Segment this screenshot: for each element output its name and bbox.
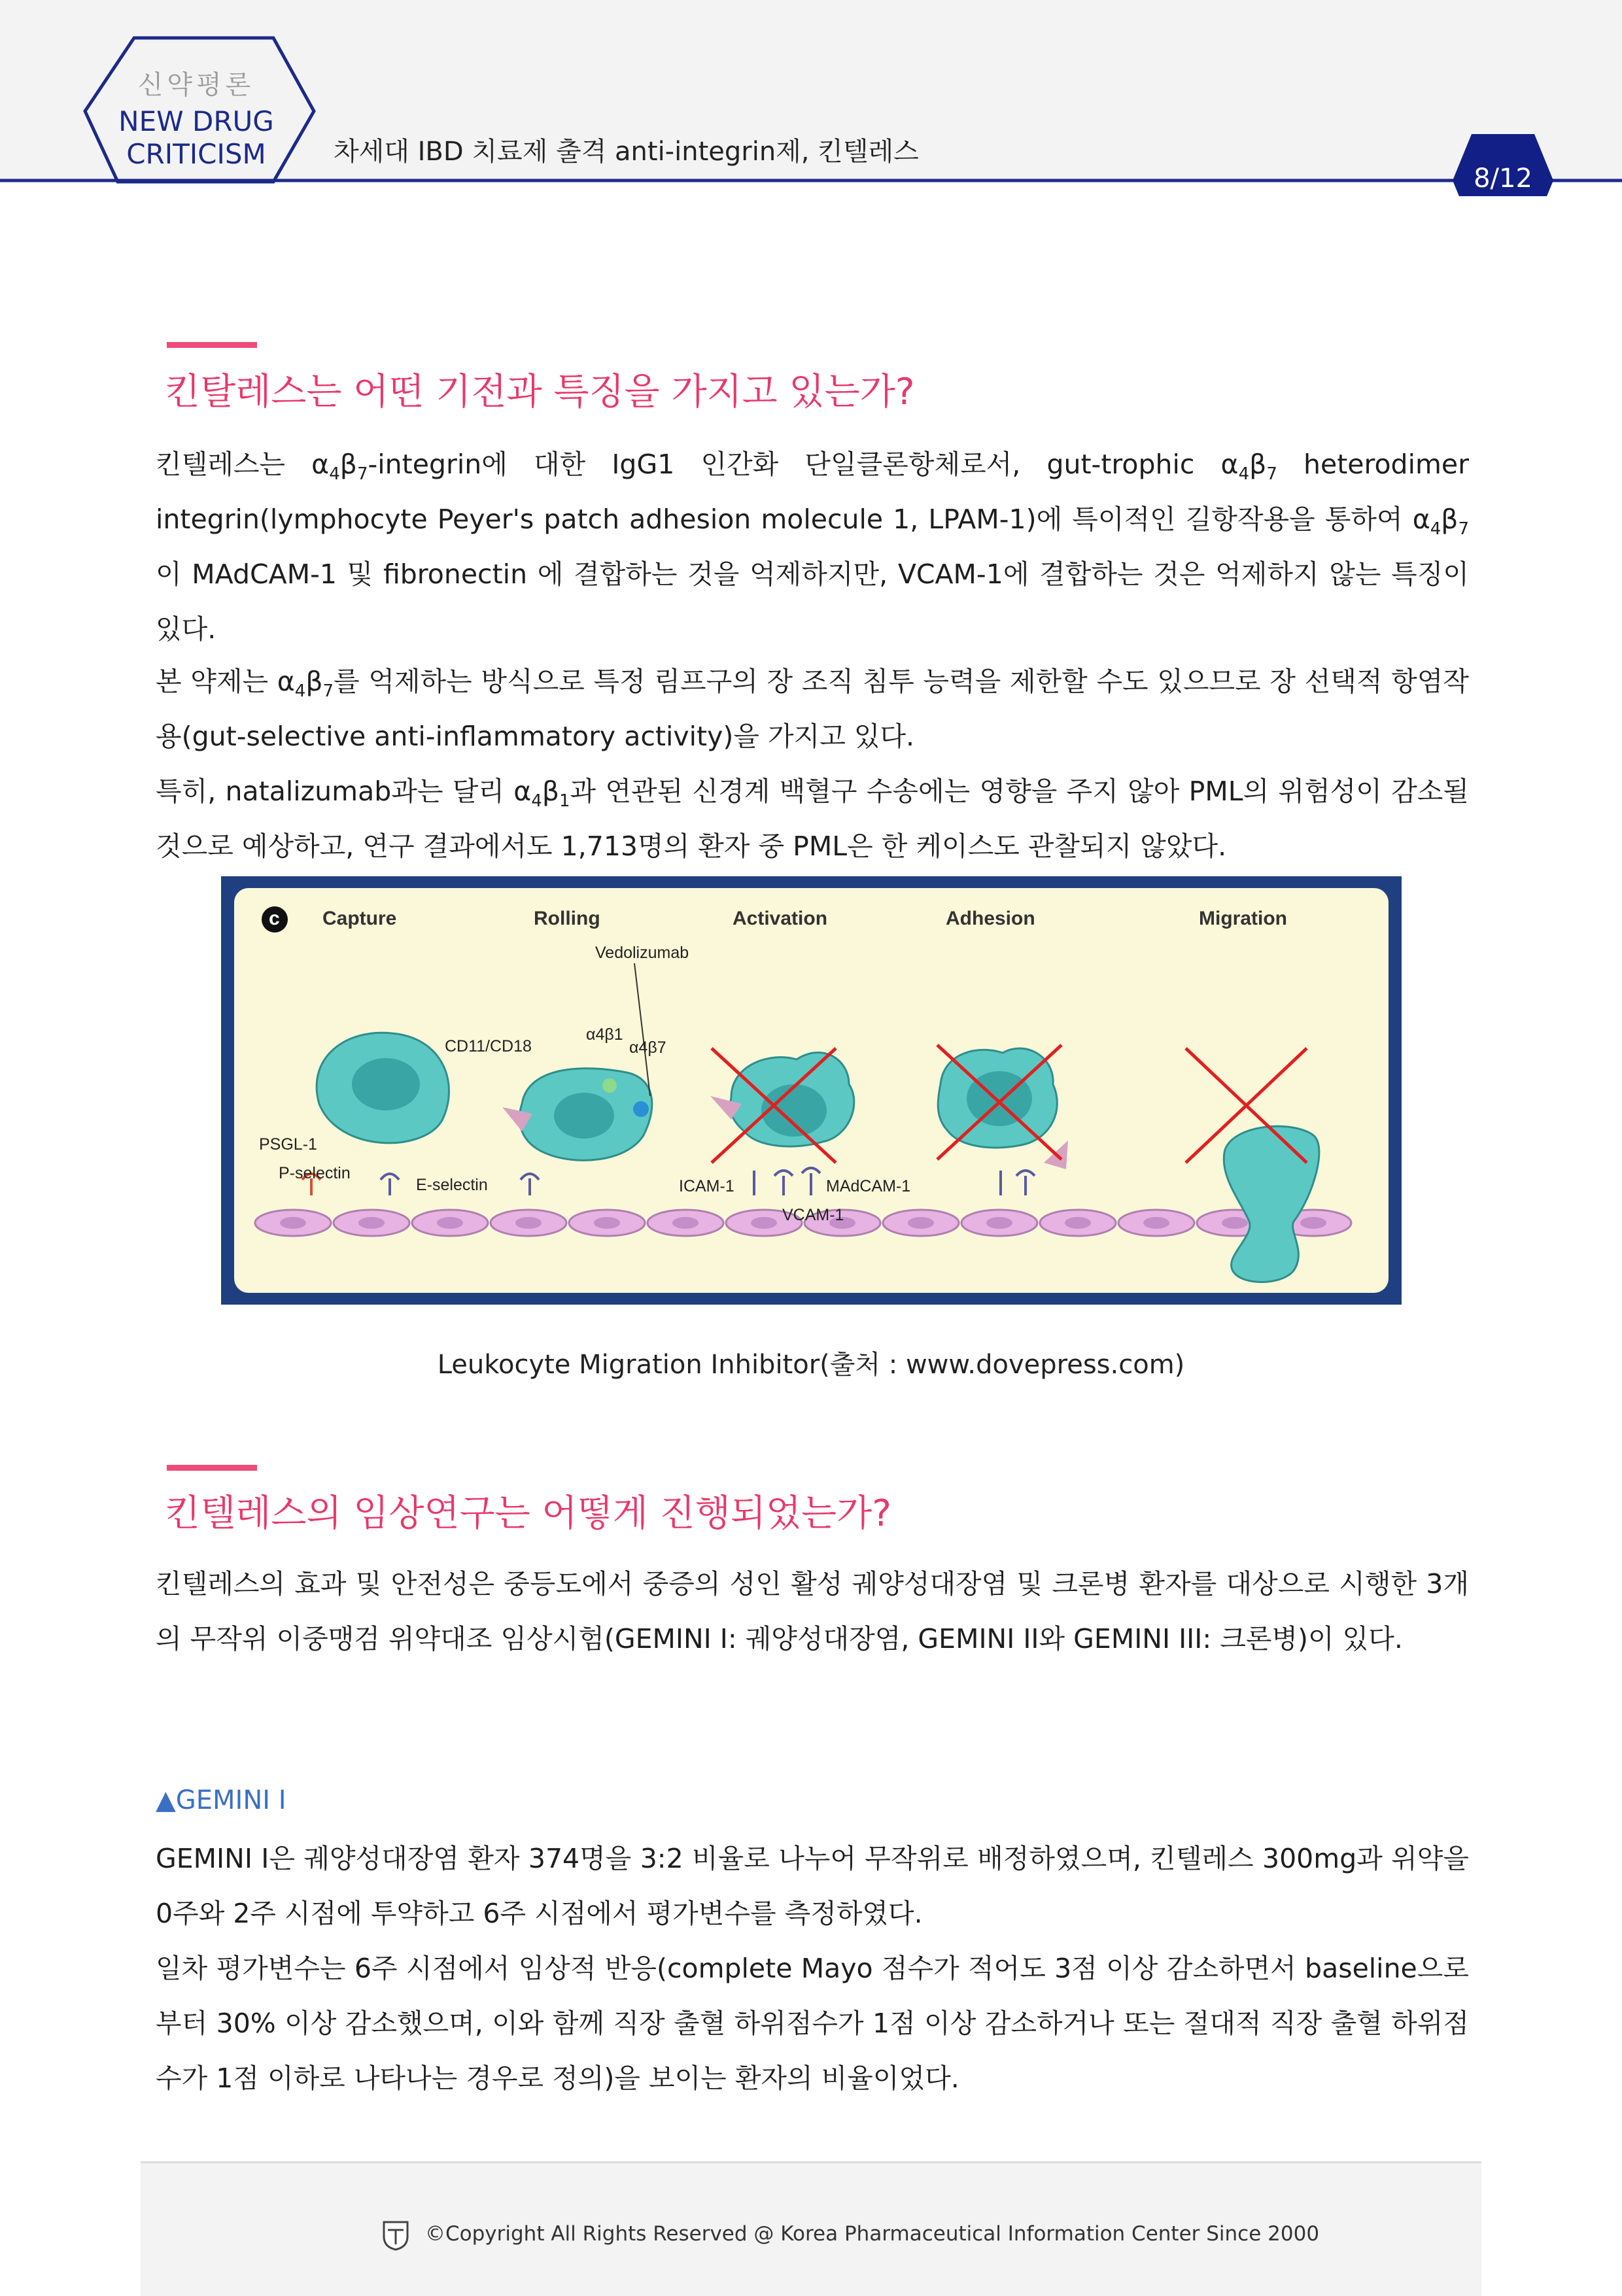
document-title: 차세대 IBD 치료제 출격 anti-integrin제, 킨텔레스: [334, 137, 919, 167]
capture-nucleus: [352, 1058, 420, 1110]
stage-rolling: Rolling: [534, 908, 600, 929]
madcam-1-label: MAdCAM-1: [826, 1177, 911, 1195]
logo-korean: 신약평론: [137, 70, 255, 100]
panel-letter: c: [269, 908, 280, 929]
page-header: [0, 0, 1622, 180]
endothelial-nucleus: [1222, 1217, 1248, 1229]
page-footer: [141, 2161, 1481, 2296]
endothelial-nucleus: [908, 1217, 934, 1229]
section2-accent-bar: [167, 1465, 257, 1471]
endothelial-nucleus: [280, 1217, 306, 1229]
endothelial-nucleus: [1143, 1217, 1169, 1229]
endothelial-nucleus: [751, 1217, 777, 1229]
endothelial-nucleus: [986, 1217, 1012, 1229]
endothelial-nucleus: [358, 1217, 385, 1229]
a4b7-label: α4β7: [629, 1038, 666, 1057]
endothelial-nucleus: [594, 1217, 620, 1229]
section1-paragraph-3: 특히, natalizumab과는 달리 $\alpha_4\beta_1$과 연관된 신경계 백혈구 수송에는 영향을 주지 않아 PML의 위험성이 감소될 것으로 예상하고, 연구 결과에서도 1,713명의 환자 중 PML은 한 케이스도 관찰되지 않았다.: [156, 776, 1470, 862]
endothelial-nucleus: [437, 1217, 463, 1229]
section1-accent-bar: [167, 342, 257, 348]
shield-icon: [381, 2219, 410, 2251]
leukocyte-migration-figure: [221, 876, 1402, 1305]
cd11-cd18-label: CD11/CD18: [445, 1037, 532, 1055]
stage-migration: Migration: [1199, 908, 1287, 929]
figure-panel: [234, 888, 1389, 1293]
gemini-i-subheading: ▲GEMINI I: [156, 1785, 286, 1815]
endothelial-nucleus: [1300, 1217, 1326, 1229]
vcam-icon-2: [1016, 1171, 1035, 1195]
vcam-icon: [774, 1171, 793, 1195]
stage-activation: Activation: [733, 908, 828, 929]
stage-capture: Capture: [322, 908, 397, 929]
psgl-1-label: PSGL-1: [259, 1135, 317, 1154]
stage-adhesion: Adhesion: [946, 908, 1035, 929]
section2-paragraph-3: 일차 평가변수는 6주 시점에서 임상적 반응(complete Mayo 점수가 적어도 3점 이상 감소하면서 baseline으로부터 30% 이상 감소했으며, 이와 함께 직장 출혈 하위점수가 1점 이상 감소하거나 또는 절대적 직장 출혈 하위점수가 1점 이하로 나타나는 경우로 정의)을 보이는 환자의 비율이었다.: [156, 1953, 1469, 2094]
e-selectin-label: E-selectin: [416, 1176, 488, 1194]
endothelial-nucleus: [1065, 1217, 1091, 1229]
section2-paragraph-1: 킨텔레스의 효과 및 안전성은 중등도에서 중증의 성인 활성 궤양성대장염 및 크론병 환자를 대상으로 시행한 3개의 무작위 이중맹검 위약대조 임상시험(GEMINI I: 궤양성대장염, GEMINI II와 GEMINI III: 크론병)이 있다.: [156, 1568, 1469, 1654]
rolling-nucleus: [554, 1093, 614, 1139]
page-number: 8/12: [1474, 163, 1532, 194]
icam-1-label: ICAM-1: [679, 1177, 734, 1195]
logo-english-line1: NEW DRUG: [118, 105, 274, 137]
endothelial-nucleus: [672, 1217, 699, 1229]
migration-leukocyte: [1224, 1126, 1319, 1282]
section1-paragraph-1: 킨텔레스는 $\alpha_4\beta_7$-integrin에 대한 IgG1 인간화 단일클론항체로서, gut-trophic $\alpha_4\beta_7$ heterodimer integrin(lymphocyte Peyer's patch adhesion molecule 1, LPAM-1)에 특이적인 길항작용을 통하여 $\alpha_4\beta_7$이 MAdCAM-1 및 fibronectin 에 결합하는 것을 억제하지만, VCAM-1에 결합하는 것은 억제하지 않는 특징이 있다.: [156, 449, 1469, 645]
section2-paragraph-2: GEMINI I은 궤양성대장염 환자 374명을 3:2 비율로 나누어 무작위로 배정하였으며, 킨텔레스 300mg과 위약을 0주와 2주 시점에 투약하고 6주 시점에서 평가변수를 측정하였다.: [156, 1843, 1469, 1929]
vedolizumab-label: Vedolizumab: [595, 944, 689, 962]
section2-title: 킨텔레스의 임상연구는 어떻게 진행되었는가?: [165, 1492, 891, 1535]
figure-caption: Leukocyte Migration Inhibitor(출처 : www.dovepress.com): [437, 1350, 1185, 1380]
madcam-icon: [802, 1168, 820, 1195]
a4b1-receptor: [602, 1078, 617, 1093]
section1-paragraph-2: 본 약제는 $\alpha_4\beta_7$를 억제하는 방식으로 특정 림프구의 장 조직 침투 능력을 제한할 수도 있으므로 장 선택적 항염작용(gut-selective anti-inflammatory activity)을 가지고 있다.: [156, 666, 1469, 752]
endothelial-nucleus: [515, 1217, 542, 1229]
p-selectin-label: P-selectin: [279, 1164, 351, 1182]
vcam-1-label: VCAM-1: [782, 1206, 844, 1224]
figure-illustration: [234, 888, 1389, 1293]
logo-english-line2: CRITICISM: [126, 138, 266, 170]
a4b7-receptor: [633, 1101, 649, 1117]
section1-title: 킨탈레스는 어떤 기전과 특징을 가지고 있는가?: [165, 371, 915, 413]
copyright-text: ©Copyright All Rights Reserved @ Korea Pharmaceutical Information Center Since 2000: [425, 2222, 1320, 2246]
e-selectin-icon: [381, 1174, 399, 1195]
activation-nucleus: [761, 1084, 827, 1137]
a4b1-label: α4β1: [586, 1025, 623, 1044]
e-selectin-icon-2: [521, 1174, 539, 1195]
surface-receptors: [302, 1168, 1035, 1195]
